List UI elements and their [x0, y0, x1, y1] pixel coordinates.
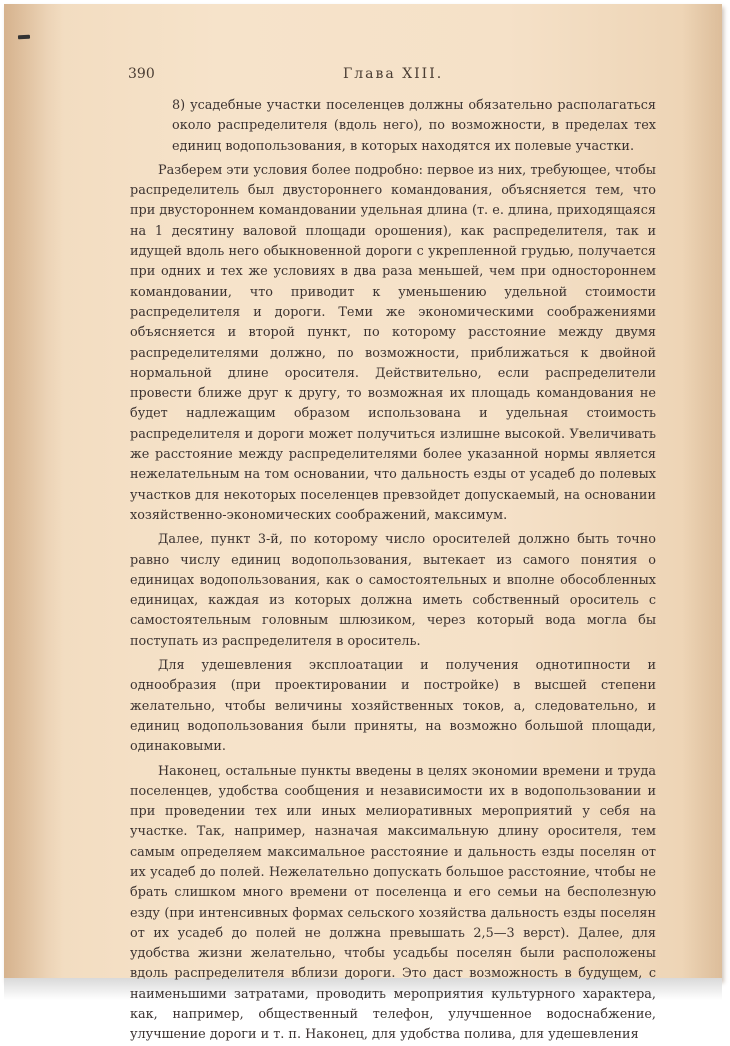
- list-item-8: 8) усадебные участки поселенцев должны обязательно располагаться около распределителя (вдоль него), по возможности, в пределах тех единиц водопользования, в которых находятся их полевые участки.: [172, 98, 656, 154]
- paragraph: Далее, пункт 3-й, по которому число оросителей должно быть точно равно числу единиц водопользования, вытекает из самого понятия о единицах водопользования, как о самостоятельных и вполне обособленных единицах, каждая из которых должна иметь собственный ороситель с самостоятельным головным шлюзиком, через который вода могла бы поступать из распределителя в ороситель.: [130, 532, 656, 649]
- body-text: [130, 96, 656, 1046]
- page-number: 390: [128, 66, 155, 82]
- paragraph: Разберем эти условия более подробно: первое из них, требующее, чтобы распределитель был двустороннего командования, объясняется тем, что при двустороннем командовании удельная длина (т. е. длина, приходящаяся на 1 десятину валовой площади орошения), как распределителя, так и идущей вдоль него обыкновенной дороги с укрепленной грудью, получается при одних и тех же условиях в два раза меньшей, чем при одностороннем командовании, что приводит к уменьшению удельной стоимости распределителя и дороги. Теми же экономическими соображениями объясняется и второй пункт, по которому расстояние между двумя распределителями должно, по возможности, приближаться к двойной нормальной длине оросителя. Действительно, если распределители провести ближе друг к другу, то возможная их площадь командования не будет надлежащим образом использована и удельная стоимость распределителя и дороги может получиться излишне высокой. Увеличивать же расстояние между распределителями более указанной нормы является нежелательным на том основании, что дальность езды от усадеб до полевых участков для некоторых поселенцев превзойдет допускаемый, на основании хозяйственно-экономических соображений, максимум.: [130, 162, 656, 523]
- paragraph: Наконец, остальные пункты введены в целях экономии времени и труда поселенцев, удобства сообщения и независимости их в водопользовании и при проведении тех или иных мелиоративных мероприятий у себя на участке. Так, например, назначая максимальную длину оросителя, тем самым определяем максимальное расстояние и дальность езды поселян от их усадеб до полей. Нежелательно допускать большое расстояние, чтобы не брать слишком много времени от поселенца и его семьи на бесполезную езду (при интенсивных формах сельского хозяйства дальность езды поселян от их усадеб до полей не должна превышать 2,5—3 верст). Далее, для удобства жизни желательно, чтобы усадьбы поселян были расположены вдоль распределителя вблизи дороги. Это даст возможность в будущем, с наименьшими затратами, проводить мероприятия культурного характера, как, например, общественный телефон, улучшенное водоснабжение, улучшение дороги и т. п. Наконец, для удобства полива, для удешевления: [130, 763, 656, 1043]
- chapter-title: Глава XIII.: [343, 66, 444, 82]
- paragraph: Для удешевления эксплоатации и получения однотипности и однообразия (при проектировании и постройке) в высшей степени желательно, чтобы величины хозяйственных токов, а, следовательно, и единиц водопользования были приняты, на возможно большой площади, одинаковыми.: [130, 658, 656, 755]
- scan-mark: [18, 35, 30, 40]
- page-header: [128, 66, 658, 86]
